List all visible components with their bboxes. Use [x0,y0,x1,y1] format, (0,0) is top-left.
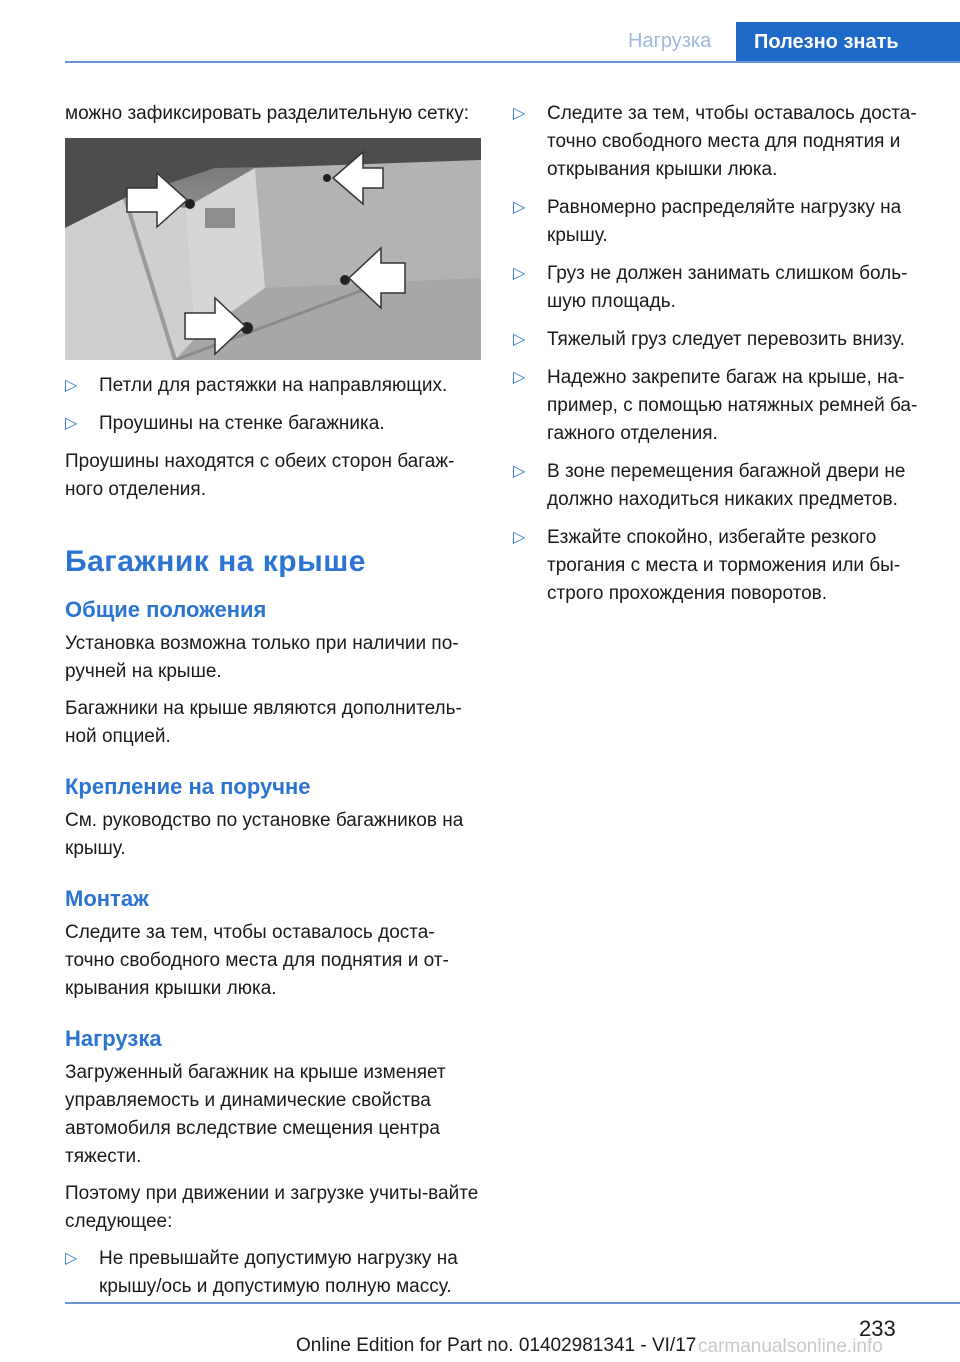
watermark: carmanualsonline.info [698,1336,883,1357]
subsection-mounting-title: Крепление на поручне [65,774,311,799]
list-item [513,364,933,448]
list-item [65,1245,481,1301]
triangle-bullet-icon: ▷ [513,369,526,386]
triangle-bullet-icon: ▷ [513,331,526,348]
load-tips-list [513,100,933,608]
list-item [65,410,481,438]
triangle-bullet-icon: ▷ [65,377,78,394]
intro-text: можно зафиксировать разделительную сетку: [65,103,469,124]
trunk-photo [65,138,481,360]
assembly-paragraph: Следите за тем, чтобы оставалось доста-точно свободного места для поднятия и от-крывания крышки люка. [65,922,449,999]
left-column [65,100,481,1311]
header-section-label: Нагрузка [628,30,712,52]
list-item [513,524,933,608]
load-paragraph-2: Поэтому при движении и загрузке учиты-вайте следующее: [65,1183,479,1232]
section-title: Багажник на крыше [65,545,366,578]
list-item-text: Не превышайте допустимую нагрузку на крышу/ось и допустимую полную массу. [99,1248,458,1297]
list-item-text: Следите за тем, чтобы оставалось доста-точно свободного места для поднятия и открывания крышки люка. [547,103,917,180]
load-bullet-list [65,1245,481,1301]
subsection-load-title: Нагрузка [65,1026,162,1051]
page-number: 233 [859,1316,896,1341]
triangle-bullet-icon: ▷ [513,199,526,216]
triangle-bullet-icon: ▷ [513,105,526,122]
list-item-text: В зоне перемещения багажной двери не должно находиться никаких предметов. [547,461,906,510]
list-item [65,372,481,400]
list-item-text: Проушины на стенке багажника. [99,413,385,434]
triangle-bullet-icon: ▷ [513,529,526,546]
list-item-text: Езжайте спокойно, избегайте резкого трогания с места и торможения или бы-строго прохождения поворотов. [547,527,901,604]
photo-note: Проушины находятся с обеих сторон багаж-ного отделения. [65,451,455,500]
footer-edition: Online Edition for Part no. 01402981341 - VI/17 [296,1335,697,1356]
triangle-bullet-icon: ▷ [65,1250,78,1267]
list-item-text: Груз не должен занимать слишком боль-шую площадь. [547,263,908,312]
list-item [513,194,933,250]
general-paragraph-2: Багажники на крыше являются дополнитель-ной опцией. [65,698,462,747]
list-item-text: Петли для растяжки на направляющих. [99,375,448,396]
load-paragraph-1: Загруженный багажник на крыше изменяет управляемость и динамические свойства автомобиля вследствие смещения центра тяжести. [65,1062,446,1167]
photo-legend-list [65,372,481,438]
list-item [513,260,933,316]
header-rule [65,61,960,63]
triangle-bullet-icon: ▷ [513,463,526,480]
triangle-bullet-icon: ▷ [65,415,78,432]
list-item [513,458,933,514]
header-chapter-tab[interactable]: Полезно знать [736,22,960,63]
footer-rule [65,1302,960,1304]
list-item-text: Равномерно распределяйте нагрузку на крышу. [547,197,902,246]
general-paragraph-1: Установка возможна только при наличии по-ручней на крыше. [65,633,459,682]
subsection-general-title: Общие положения [65,597,267,622]
subsection-assembly-title: Монтаж [65,886,149,911]
list-item-text: Тяжелый груз следует перевозить внизу. [547,329,905,350]
list-item-text: Надежно закрепите багаж на крыше, на-пример, с помощью натяжных ремней ба-гажного отделения. [547,367,918,444]
triangle-bullet-icon: ▷ [513,265,526,282]
list-item [513,100,933,184]
right-column [513,100,933,618]
list-item [513,326,933,354]
mounting-paragraph: См. руководство по установке багажников на крышу. [65,810,464,859]
